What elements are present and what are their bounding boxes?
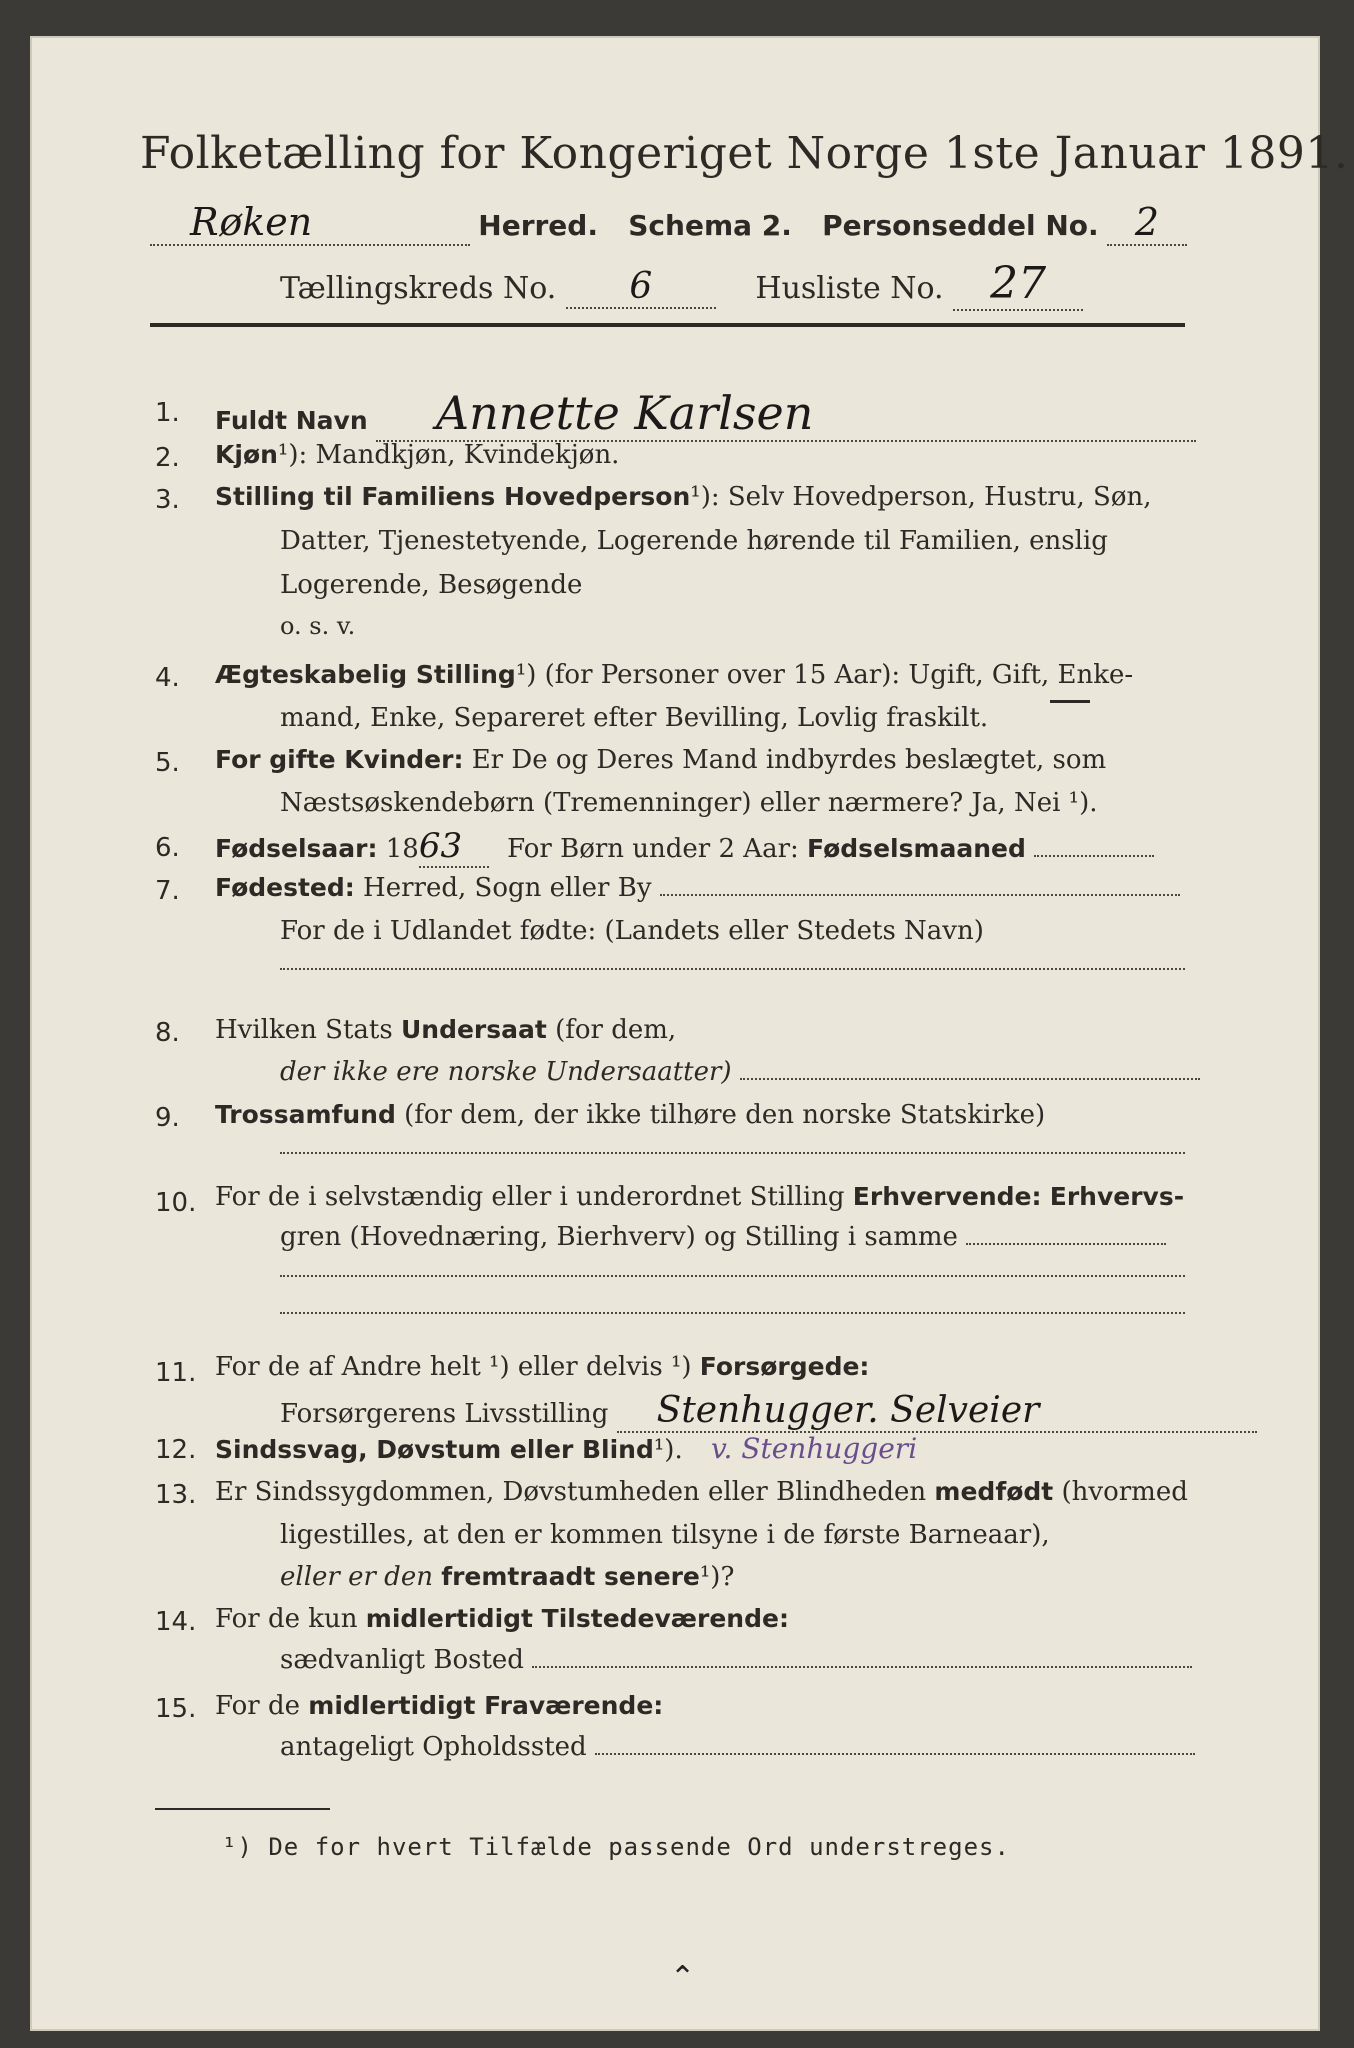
usual-residence-value [532,1666,1192,1668]
married-women-question: Er De og Deres Mand indbyrdes beslægtet, som [471,745,1107,775]
field-occupation [215,1182,1184,1212]
occupation-text-2: gren (Hovednæring, Bierhverv) og Stilling i samme [280,1222,958,1252]
field-marital-status [215,660,1133,690]
religion-question: (for dem, der ikke tilhøre den norske Statskirke) [404,1100,1046,1130]
citizenship-text-2: (for dem, [555,1015,677,1045]
dependents-text: For de af Andre helt ¹) eller delvis ¹) [215,1352,692,1382]
provider-occupation-value: Stenhugger. Selveier [617,1390,1257,1433]
married-women-question-2: Næstsøskendebørn (Tremenninger) eller nærmere? Ja, Nei ¹). [280,788,1098,818]
congenital-text: Er Sindssygdommen, Døvstumheden eller Blindheden [215,1477,927,1507]
birth-month-question: For Børn under 2 Aar: [507,834,799,864]
congenital-label-3: fremtraadt senere [441,1562,700,1591]
occupation-value-2 [280,1255,1185,1277]
birth-year-value: 63 [419,826,489,868]
herred-row [150,200,1187,246]
field-number: 5. [155,748,180,778]
field-number: 14. [155,1607,197,1637]
field-number: 10. [155,1188,197,1218]
field-religion [215,1100,1045,1130]
taellingskreds-label: Tællingskreds No. [280,271,557,306]
birth-month-value [1034,855,1154,857]
occupation-label-2: Erhvervs- [1049,1182,1185,1211]
field-number: 13. [155,1480,197,1510]
field-number: 12. [155,1435,197,1465]
temporary-present-row-2 [280,1645,1192,1675]
birth-year-prefix: 18 [385,834,419,864]
marital-status-label: Ægteskabelig Stilling [215,660,516,689]
field-birthplace [215,873,1180,903]
marital-status-options: ¹) (for Personer over 15 Aar): Ugift, Gift, Enke- [515,660,1134,690]
congenital-row-3 [280,1562,734,1592]
citizenship-value [740,1078,1200,1080]
herred-value: Røken [150,200,470,246]
field-dependents [215,1352,869,1382]
field-temporary-present [215,1604,789,1634]
birthplace-abroad: For de i Udlandet fødte: (Landets eller Stedets Navn) [280,916,984,946]
occupation-text: For de i selvstændig eller i underordnet Stilling [215,1182,845,1212]
probable-residence-value [595,1753,1195,1755]
occupation-value [966,1243,1166,1245]
family-position-options-4: o. s. v. [280,612,356,640]
footnote-rule [155,1808,330,1810]
field-number: 6. [155,833,180,863]
citizenship-text-3: der ikke ere norske Undersaatter) [280,1057,732,1087]
family-position-options-3: Logerende, Besøgende [280,570,583,600]
congenital-text-3: eller er den [280,1562,433,1592]
field-citizenship [215,1015,676,1045]
family-position-label: Stilling til Familiens Hovedperson [215,482,691,511]
occupation-row-2 [280,1222,1166,1252]
disability-annotation: v. Stenhuggeri [710,1432,918,1465]
schema-label: Schema 2. [628,209,792,242]
temporary-absent-text: For de [215,1691,300,1721]
congenital-label: medfødt [934,1477,1054,1506]
family-position-options-2: Datter, Tjenestetyende, Logerende hørende til Familien, enslig [280,526,1108,556]
gender-options: ¹): Mandkjøn, Kvindekjøn. [277,440,620,470]
disability-suffix: ¹). [653,1435,683,1465]
taellingskreds-row [280,258,1083,311]
field-disability [215,1432,917,1465]
full-name-label: Fuldt Navn [215,406,368,435]
birth-month-label: Fødselsmaaned [807,834,1026,863]
religion-value [280,1132,1185,1154]
field-number: 7. [155,876,180,906]
handwritten-stroke [1050,700,1090,703]
full-name-value: Annette Karlsen [376,386,1196,442]
occupation-label: Erhvervende: [852,1182,1042,1211]
usual-residence-label: sædvanligt Bosted [280,1645,524,1675]
temporary-present-label: midlertidigt Tilstedeværende: [365,1604,789,1633]
field-congenital [215,1477,1188,1507]
field-number: 8. [155,1018,180,1048]
probable-residence-label: antageligt Opholdssted [280,1732,587,1762]
husliste-label: Husliste No. [755,271,944,306]
disability-label: Sindssvag, Døvstum eller Blind [215,1435,654,1464]
citizenship-row-2 [280,1057,1200,1087]
gender-label: Kjøn [215,440,278,469]
citizenship-label: Undersaat [400,1015,547,1044]
birth-year-label: Fødselsaar: [215,834,378,863]
field-full-name [215,386,1196,442]
temporary-present-text: For de kun [215,1604,358,1634]
birthplace-abroad-value [280,948,1185,970]
provider-occupation-label: Forsørgerens Livsstilling [280,1399,609,1429]
field-number: 1. [155,398,180,428]
temporary-absent-label: midlertidigt Fraværende: [308,1691,664,1720]
ink-mark: ⌃ [670,1960,696,1995]
occupation-value-3 [280,1292,1185,1314]
temporary-absent-row-2 [280,1732,1195,1762]
birthplace-value [660,894,1180,896]
field-number: 2. [155,443,180,473]
taellingskreds-value: 6 [566,266,716,309]
field-number: 15. [155,1694,197,1724]
birthplace-label: Fødested: [215,873,355,902]
field-married-women [215,745,1106,775]
field-temporary-absent [215,1691,663,1721]
married-women-label: For gifte Kvinder: [215,745,464,774]
field-family-position [215,482,1152,512]
field-number: 4. [155,663,180,693]
marital-status-options-2: mand, Enke, Separeret efter Bevilling, Lovlig fraskilt. [280,703,989,733]
field-gender [215,440,619,470]
dependents-row-2 [280,1390,1257,1433]
field-birth-year [215,826,1154,868]
religion-label: Trossamfund [215,1100,396,1129]
congenital-text-3b: ¹)? [699,1562,735,1592]
personseddel-value: 2 [1107,200,1187,246]
field-number: 9. [155,1103,180,1133]
husliste-value: 27 [953,258,1083,311]
congenital-text-b: (hvormed [1061,1477,1188,1507]
form-title: Folketælling for Kongeriget Norge 1ste Januar 1891. [140,128,1349,179]
citizenship-text: Hvilken Stats [215,1015,393,1045]
congenital-text-2: ligestilles, at den er kommen tilsyne i de første Barneaar), [280,1520,1050,1550]
footnote: ¹) De for hvert Tilfælde passende Ord understreges. [222,1833,1010,1861]
dependents-label: Forsørgede: [699,1352,870,1381]
field-number: 3. [155,485,180,515]
personseddel-label: Personseddel No. [822,209,1099,242]
birthplace-question: Herred, Sogn eller By [363,873,652,903]
herred-label: Herred. [478,209,598,242]
header-rule [150,323,1185,327]
field-number: 11. [155,1358,197,1388]
family-position-options: ¹): Selv Hovedperson, Hustru, Søn, [690,482,1152,512]
